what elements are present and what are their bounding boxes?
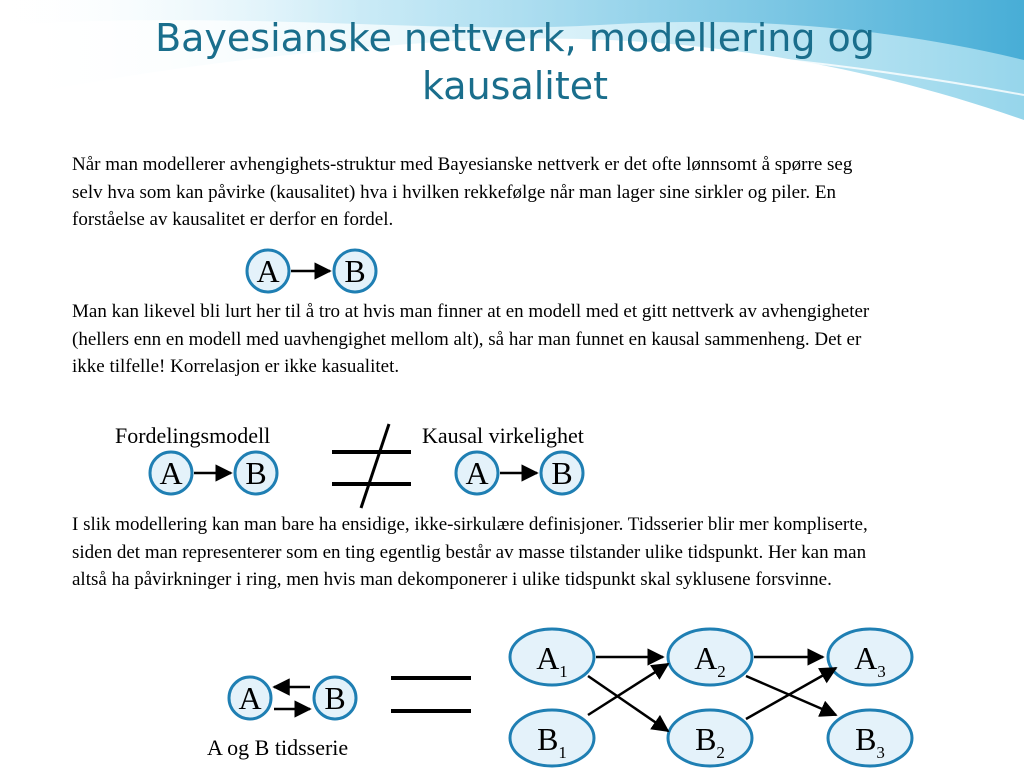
- node-a-label: A: [238, 680, 262, 716]
- diagram-cycle: [229, 677, 356, 719]
- slide-title: Bayesianske nettverk, modellering og kausalitet: [155, 16, 875, 108]
- node-a3-label: $A_3$: [854, 640, 886, 681]
- node-a-label: A: [256, 253, 280, 289]
- diagram-reality: [456, 452, 583, 494]
- arrow-a2-b3: [746, 676, 836, 715]
- node-a-label: A: [159, 455, 183, 491]
- diagram-a-to-b: [247, 250, 376, 292]
- label-fordelingsmodell: Fordelingsmodell: [115, 423, 271, 448]
- equal-sign: [391, 678, 471, 711]
- label-tidsserie: A og B tidsserie: [207, 735, 349, 760]
- arrow-a1-b2: [588, 676, 668, 731]
- node-b3-label: $B_3$: [855, 721, 885, 762]
- node-b1-label: $B_1$: [537, 721, 567, 762]
- label-kausal-virkelighet: Kausal virkelighet: [422, 423, 584, 448]
- node-b-label: B: [344, 253, 366, 289]
- paragraph-correlation: Man kan likevel bli lurt her til å tro at hvis man finner at en modell med et gitt nettverk av avhengigheter (hellers enn en modell med uavhengighet mellom alt), så har man funnet en kausal sammenheng. Det er ikke tilfelle! Korrelasjon er ikke kasualitet.: [72, 301, 870, 377]
- node-b-label: B: [245, 455, 267, 491]
- diagram-model: [150, 452, 277, 494]
- diagram-unrolled: [510, 629, 912, 766]
- node-a-label: A: [465, 455, 489, 491]
- arrow-b1-a2: [588, 664, 668, 715]
- node-b-label: B: [324, 680, 346, 716]
- node-b2-label: $B_2$: [695, 721, 725, 762]
- node-a2-label: $A_2$: [694, 640, 726, 681]
- paragraph-causality: Når man modellerer avhengighets-struktur med Bayesianske nettverk er det ofte lønnsomt å spørre seg selv hva som kan påvirke (kausalitet) hva i hvilken rekkefølge når man lager sine sirkler og piler. En forståelse av kausalitet er derfor en fordel.: [72, 154, 853, 230]
- node-a1-label: $A_1$: [536, 640, 568, 681]
- node-b-label: B: [551, 455, 573, 491]
- arrow-b2-a3: [746, 668, 836, 719]
- paragraph-time-series: I slik modellering kan man bare ha ensidige, ikke-sirkulære definisjoner. Tidsserier blir mer kompliserte, siden det man representerer som en ting egentlig består av masse tilstander ulike tidspunkt. Her kan man altså ha påvirkninger i ring, men hvis man dekomponerer i ulike tidspunkt skal syklusene forsvinne.: [72, 514, 868, 590]
- not-equal-sign: [332, 424, 411, 508]
